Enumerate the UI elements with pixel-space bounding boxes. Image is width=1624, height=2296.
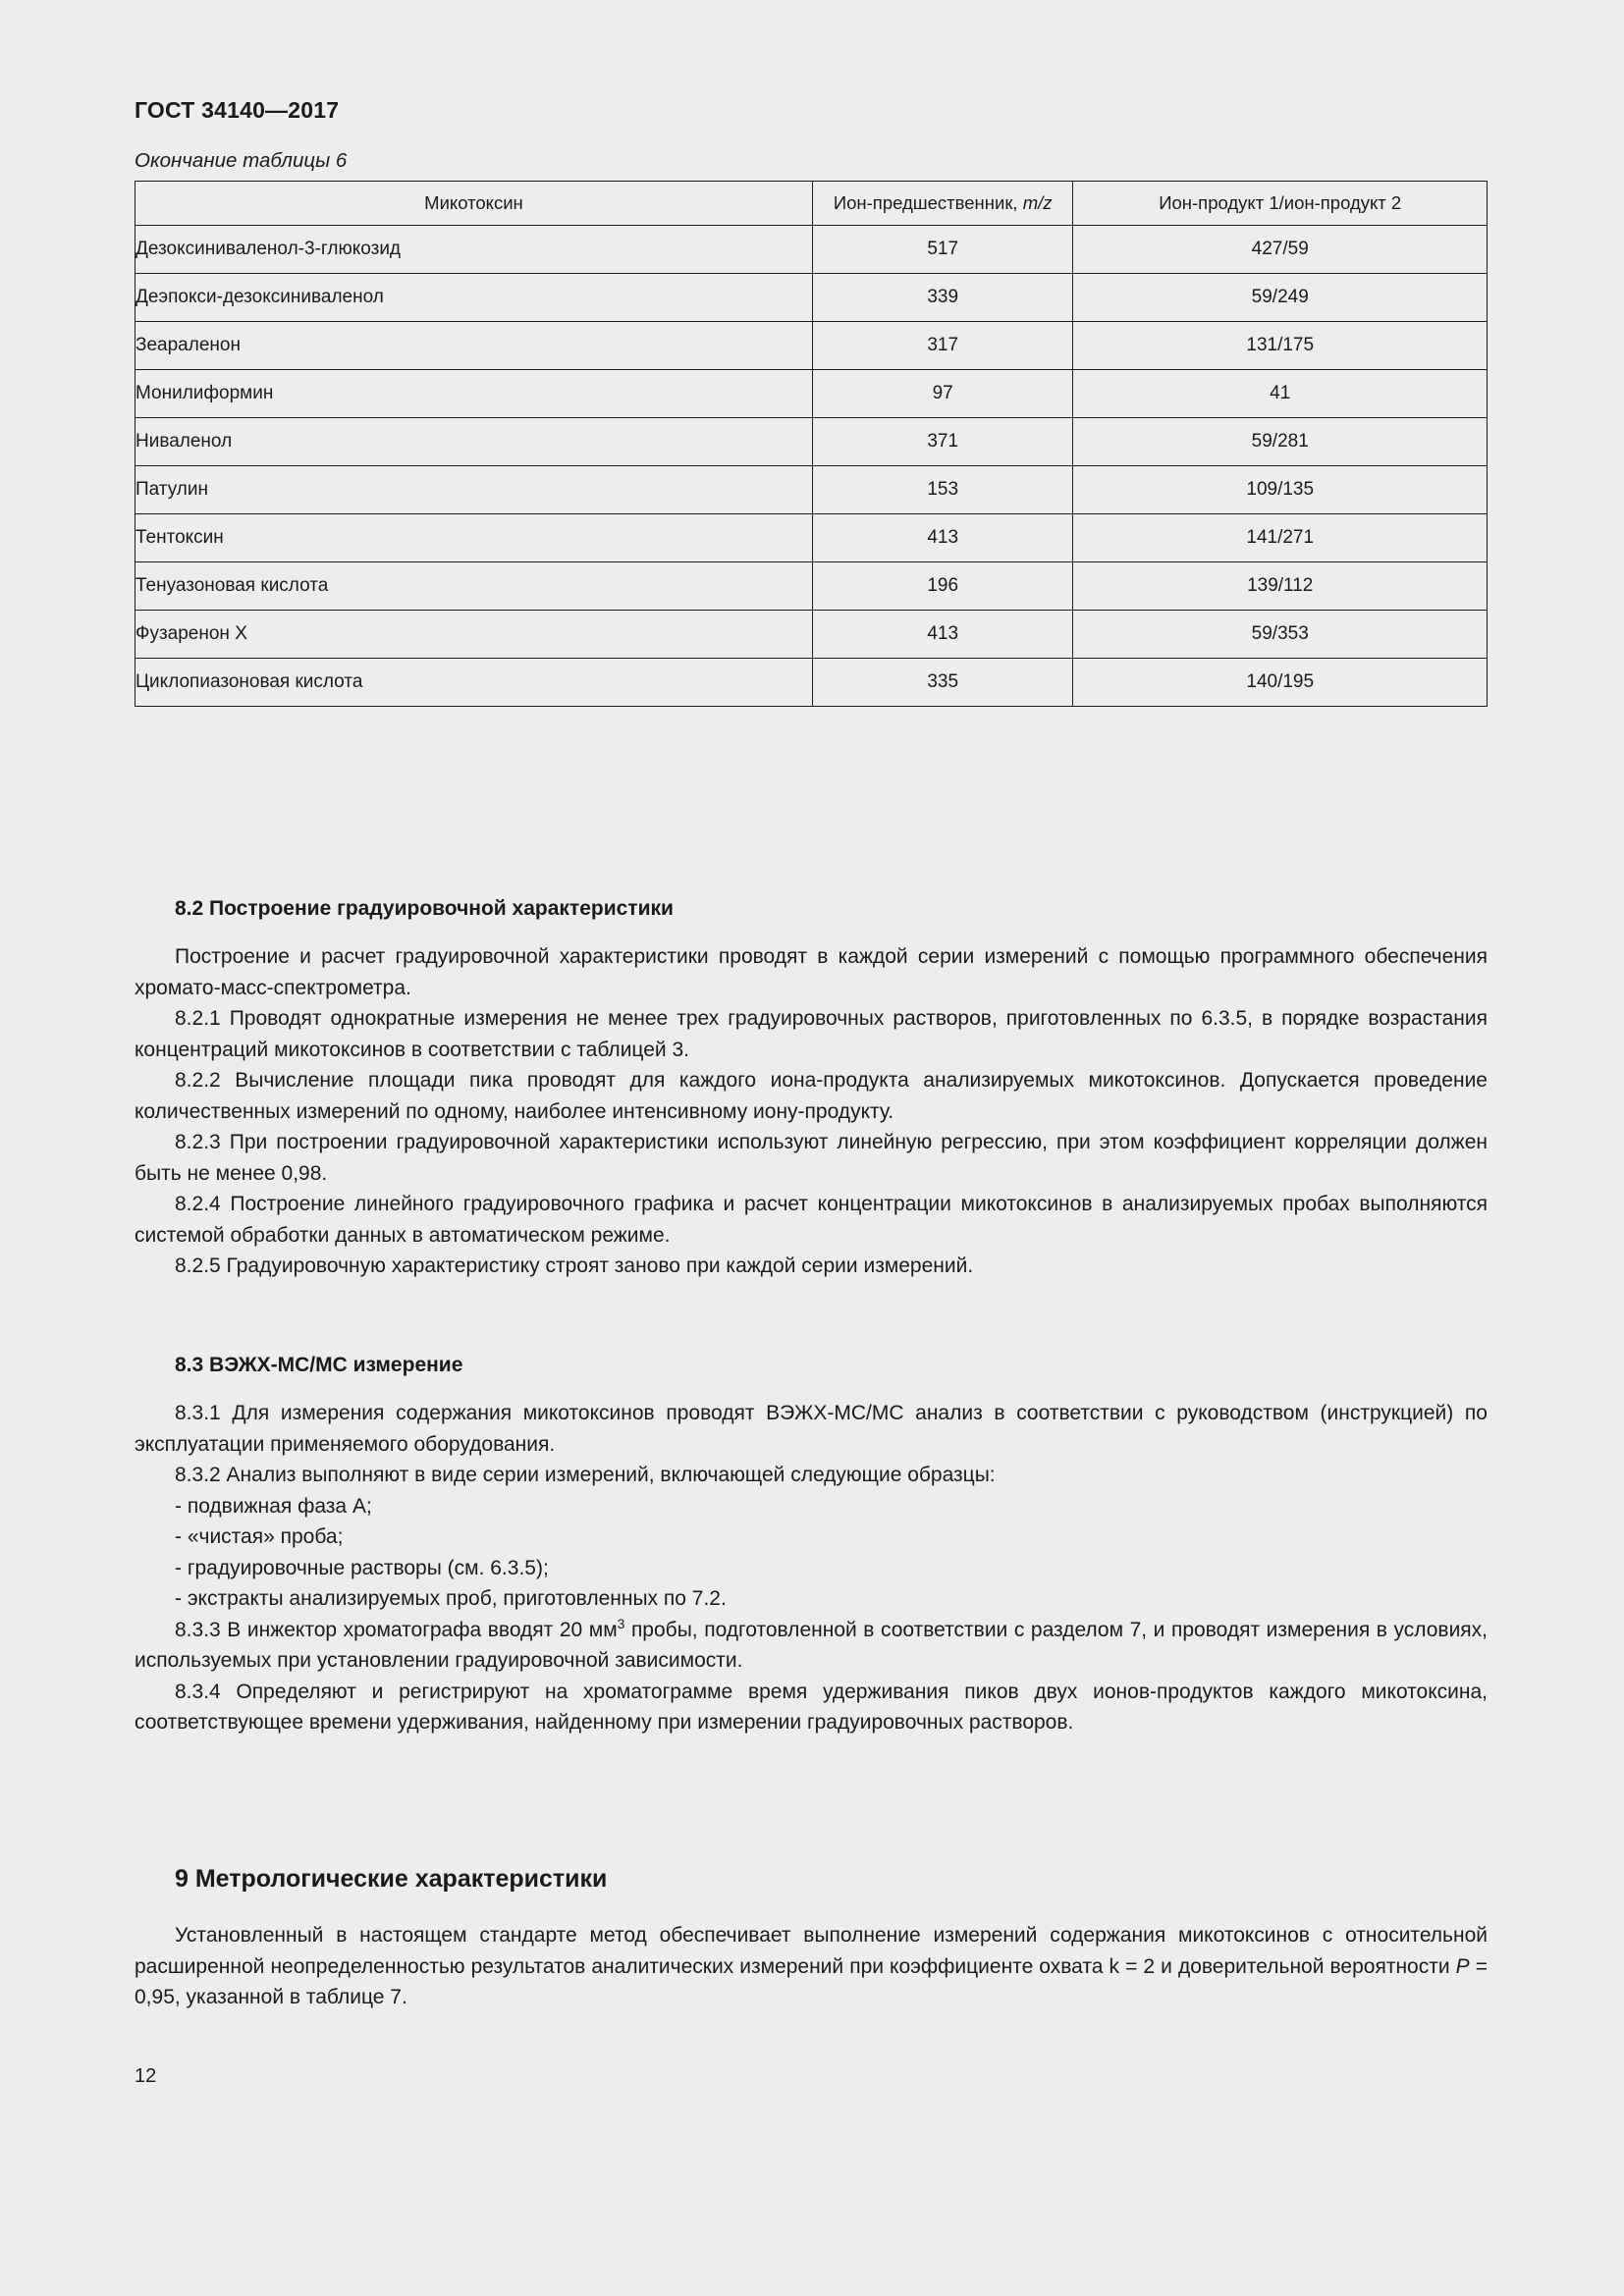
paragraph-8-2-2: 8.2.2 Вычисление площади пика проводят для каждого иона-продукта анализируемых микотоксинов. Допускается проведение количественных измерений по одному, наиболее интенсивному иону-продукту.	[135, 1069, 1488, 1123]
list-item: - градуировочные растворы (см. 6.3.5);	[175, 1556, 549, 1579]
cell-precursor-ion: 517	[812, 226, 1073, 274]
column-header-precursor-text: Ион-предшественник,	[833, 192, 1023, 213]
cell-mycotoxin-name: Дезоксиниваленол-3-глюкозид	[135, 226, 813, 274]
cell-mycotoxin-name: Монилиформин	[135, 370, 813, 418]
probability-symbol: P	[1455, 1954, 1470, 1978]
cell-product-ions: 131/175	[1073, 322, 1488, 370]
cell-precursor-ion: 339	[812, 274, 1073, 322]
cell-product-ions: 59/249	[1073, 274, 1488, 322]
table-row	[135, 274, 1488, 322]
table-row	[135, 562, 1488, 611]
paragraph-8-3-3-text-after: пробы, подготовленной в соответствии с разделом 7, и проводят измерения в условиях, используемых при установлении градуировочной зависимости.	[135, 1618, 1489, 1672]
table-row	[135, 418, 1488, 466]
table-row	[135, 659, 1488, 707]
paragraph-8-3-3-text-before: 8.3.3 В инжектор хроматографа вводят 20 мм	[175, 1618, 618, 1641]
paragraph-8-3-3	[135, 1615, 1488, 1677]
cell-mycotoxin-name: Тенуазоновая кислота	[135, 562, 813, 611]
standard-header: ГОСТ 34140—2017	[135, 97, 340, 123]
cell-mycotoxin-name: Зеараленон	[135, 322, 813, 370]
section-8-3-heading: 8.3 ВЭЖХ-МС/МС измерение	[175, 1354, 463, 1376]
column-header-precursor-ion	[812, 182, 1073, 226]
cell-precursor-ion: 196	[812, 562, 1073, 611]
cell-precursor-ion: 371	[812, 418, 1073, 466]
table-row	[135, 322, 1488, 370]
cell-mycotoxin-name: Тентоксин	[135, 514, 813, 562]
cell-product-ions: 140/195	[1073, 659, 1488, 707]
cubic-superscript: 3	[617, 1615, 625, 1631]
cell-mycotoxin-name: Циклопиазоновая кислота	[135, 659, 813, 707]
section-9-heading: 9 Метрологические характеристики	[175, 1865, 608, 1893]
cell-product-ions: 41	[1073, 370, 1488, 418]
cell-mycotoxin-name: Патулин	[135, 466, 813, 514]
cell-precursor-ion: 97	[812, 370, 1073, 418]
paragraph-8-2-1: 8.2.1 Проводят однократные измерения не менее трех градуировочных растворов, приготовленных по 6.3.5, в порядке возрастания концентраций микотоксинов в соответствии с таблицей 3.	[135, 1007, 1488, 1061]
paragraph-8-2-intro: Построение и расчет градуировочной характеристики проводят в каждой серии измерений с помощью программного обеспечения хромато-масс-спектрометра.	[135, 945, 1488, 999]
cell-product-ions: 59/353	[1073, 611, 1488, 659]
cell-product-ions: 139/112	[1073, 562, 1488, 611]
list-item: - подвижная фаза А;	[175, 1494, 372, 1518]
table-header-row	[135, 182, 1488, 226]
column-header-mycotoxin: Микотоксин	[135, 182, 813, 226]
cell-precursor-ion: 413	[812, 611, 1073, 659]
cell-mycotoxin-name: Деэпокси-дезоксиниваленол	[135, 274, 813, 322]
table-header	[135, 182, 1488, 226]
paragraph-9-text-before: Установленный в настоящем стандарте метод обеспечивает выполнение измерений содержания микотоксинов с относительной расширенной неопределенностью результатов аналитических измерений при коэффициенте охвата k = 2 и доверительной вероятности	[135, 1924, 1488, 1978]
table-row	[135, 370, 1488, 418]
cell-product-ions: 427/59	[1073, 226, 1488, 274]
list-item: - «чистая» проба;	[175, 1525, 344, 1548]
list-item: - экстракты анализируемых проб, приготовленных по 7.2.	[175, 1587, 727, 1610]
section-9-block	[135, 1865, 1488, 2013]
column-header-product-ions: Ион-продукт 1/ион-продукт 2	[1073, 182, 1488, 226]
paragraph-8-3-2: 8.3.2 Анализ выполняют в виде серии измерений, включающей следующие образцы:	[175, 1464, 996, 1486]
cell-precursor-ion: 317	[812, 322, 1073, 370]
table-body	[135, 226, 1488, 707]
cell-mycotoxin-name: Фузаренон X	[135, 611, 813, 659]
cell-product-ions: 141/271	[1073, 514, 1488, 562]
paragraph-8-3-1: 8.3.1 Для измерения содержания микотоксинов проводят ВЭЖХ-МС/МС анализ в соответствии с руководством (инструкцией) по эксплуатации применяемого оборудования.	[135, 1402, 1488, 1456]
table-caption: Окончание таблицы 6	[135, 149, 348, 172]
cell-precursor-ion: 413	[812, 514, 1073, 562]
table-row	[135, 611, 1488, 659]
cell-mycotoxin-name: Ниваленол	[135, 418, 813, 466]
section-8-3-block	[135, 1354, 1488, 1738]
mycotoxin-ion-table	[135, 181, 1488, 707]
paragraph-8-2-4: 8.2.4 Построение линейного градуировочного графика и расчет концентрации микотоксинов в анализируемых пробах выполняются системой обработки данных в автоматическом режиме.	[135, 1193, 1488, 1247]
section-8-2-block	[135, 897, 1488, 1282]
cell-precursor-ion: 153	[812, 466, 1073, 514]
paragraph-8-3-4: 8.3.4 Определяют и регистрируют на хроматограмме время удерживания пиков двух ионов-продуктов каждого микотоксина, соответствующее времени удерживания, найденному при измерении градуировочных растворов.	[135, 1680, 1488, 1734]
table-row	[135, 466, 1488, 514]
paragraph-8-2-3: 8.2.3 При построении градуировочной характеристики используют линейную регрессию, при этом коэффициент корреляции должен быть не менее 0,98.	[135, 1131, 1488, 1185]
page-number: 12	[135, 2065, 157, 2087]
paragraph-9-text-after: = 0,95, указанной в таблице 7.	[135, 1954, 1488, 2008]
column-header-mz-unit: m/z	[1022, 192, 1053, 213]
section-8-2-heading: 8.2 Построение градуировочной характеристики	[175, 897, 674, 920]
cell-product-ions: 59/281	[1073, 418, 1488, 466]
paragraph-8-2-5: 8.2.5 Градуировочную характеристику строят заново при каждой серии измерений.	[175, 1255, 974, 1277]
cell-product-ions: 109/135	[1073, 466, 1488, 514]
cell-precursor-ion: 335	[812, 659, 1073, 707]
table-row	[135, 514, 1488, 562]
table-row	[135, 226, 1488, 274]
paragraph-9-intro	[135, 1920, 1488, 2013]
